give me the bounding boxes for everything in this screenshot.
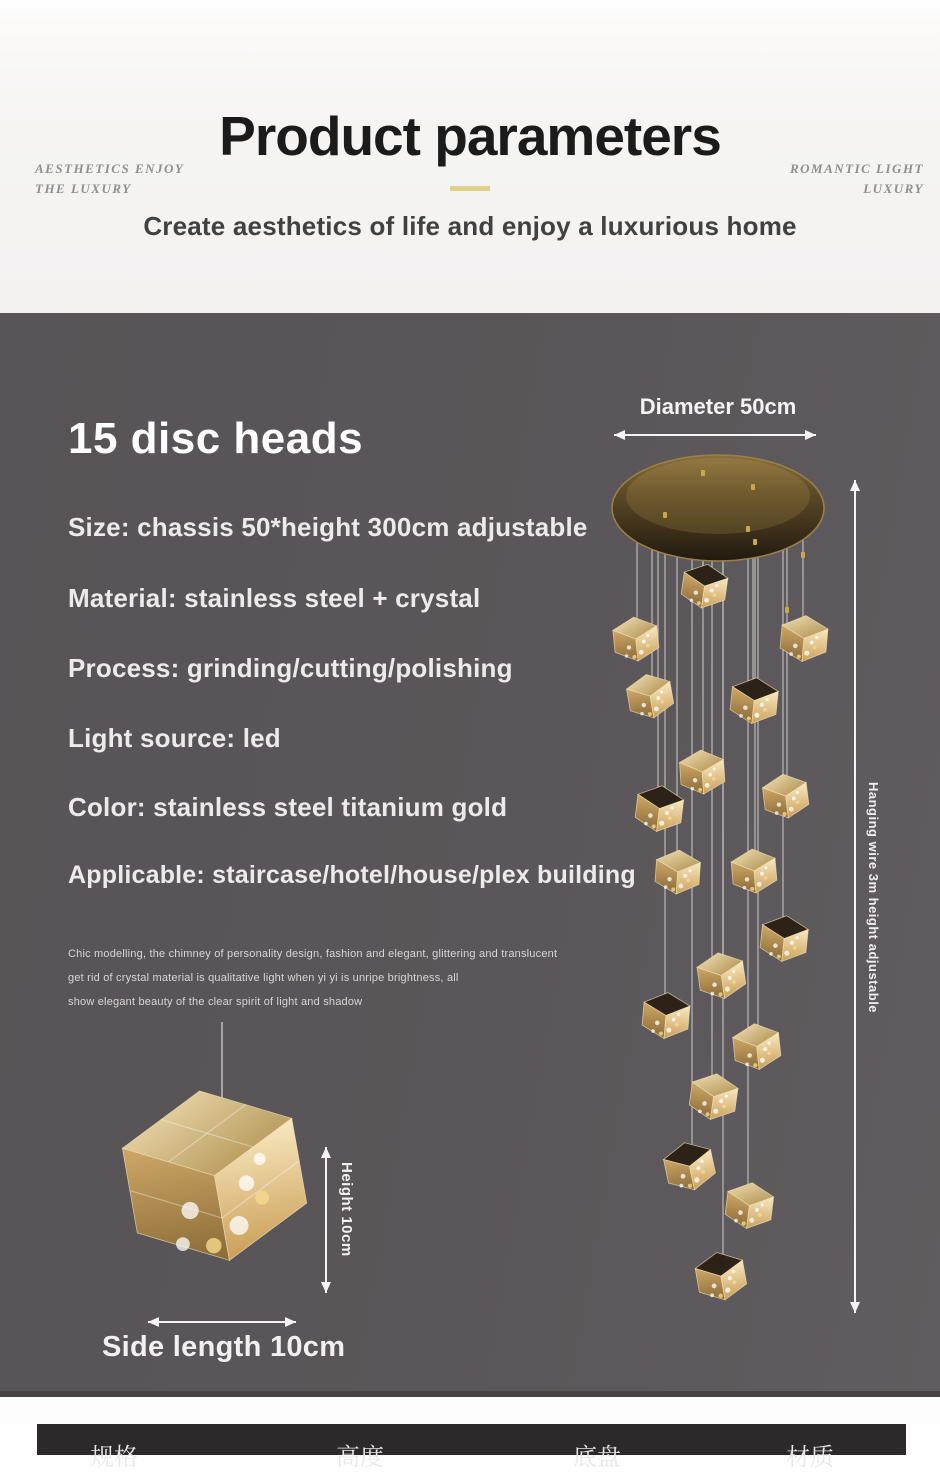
bottom-white-gap — [0, 1397, 940, 1424]
diameter-dimension-label: Diameter 50cm — [639, 394, 797, 419]
spec-process: Process: grinding/cutting/polishing — [68, 653, 513, 683]
side-length-dimension-label: Side length 10cm — [102, 1331, 346, 1363]
spec-size: Size: chassis 50*height 300cm adjustable — [68, 512, 588, 542]
title-accent-rule — [450, 186, 490, 191]
spec-material: Material: stainless steel + crystal — [68, 583, 481, 613]
tagline-left-line2: THE LUXURY — [35, 181, 132, 196]
chandelier-illustration — [0, 313, 940, 1397]
spec-heading: 15 disc heads — [68, 414, 364, 463]
header-section — [0, 0, 940, 313]
tagline-right-line2: LUXURY — [863, 181, 924, 196]
subtitle: Create aesthetics of life and enjoy a luxurious home — [143, 211, 797, 241]
spec-table-header-bar — [37, 1424, 906, 1471]
tagline-right — [790, 159, 924, 199]
spec-color: Color: stainless steel titanium gold — [68, 792, 508, 822]
page-title: Product parameters — [219, 105, 721, 167]
spec-light-source: Light source: led — [68, 723, 281, 753]
description-line-2: get rid of crystal material is qualitative light when yi yi is unripe brightness, all — [68, 972, 459, 984]
table-header-spec: 规格 — [90, 1444, 138, 1471]
tagline-left-line1: AESTHETICS ENJOY — [35, 161, 185, 176]
tagline-right-line1: ROMANTIC LIGHT — [789, 161, 924, 176]
table-header-chassis: 底盘 — [573, 1444, 621, 1471]
description-line-3: show elegant beauty of the clear spirit of light and shadow — [68, 996, 363, 1008]
table-header-height: 高度 — [336, 1444, 384, 1471]
description-line-1: Chic modelling, the chimney of personality design, fashion and elegant, glittering and translucent — [68, 948, 558, 960]
table-header-material: 材质 — [786, 1444, 834, 1471]
hanging-wire-dimension-label: Hanging wire 3m height adjustable — [866, 782, 881, 1014]
spec-applicable: Applicable: staircase/hotel/house/plex building — [68, 861, 636, 889]
height-dimension-label: Height 10cm — [338, 1162, 355, 1257]
